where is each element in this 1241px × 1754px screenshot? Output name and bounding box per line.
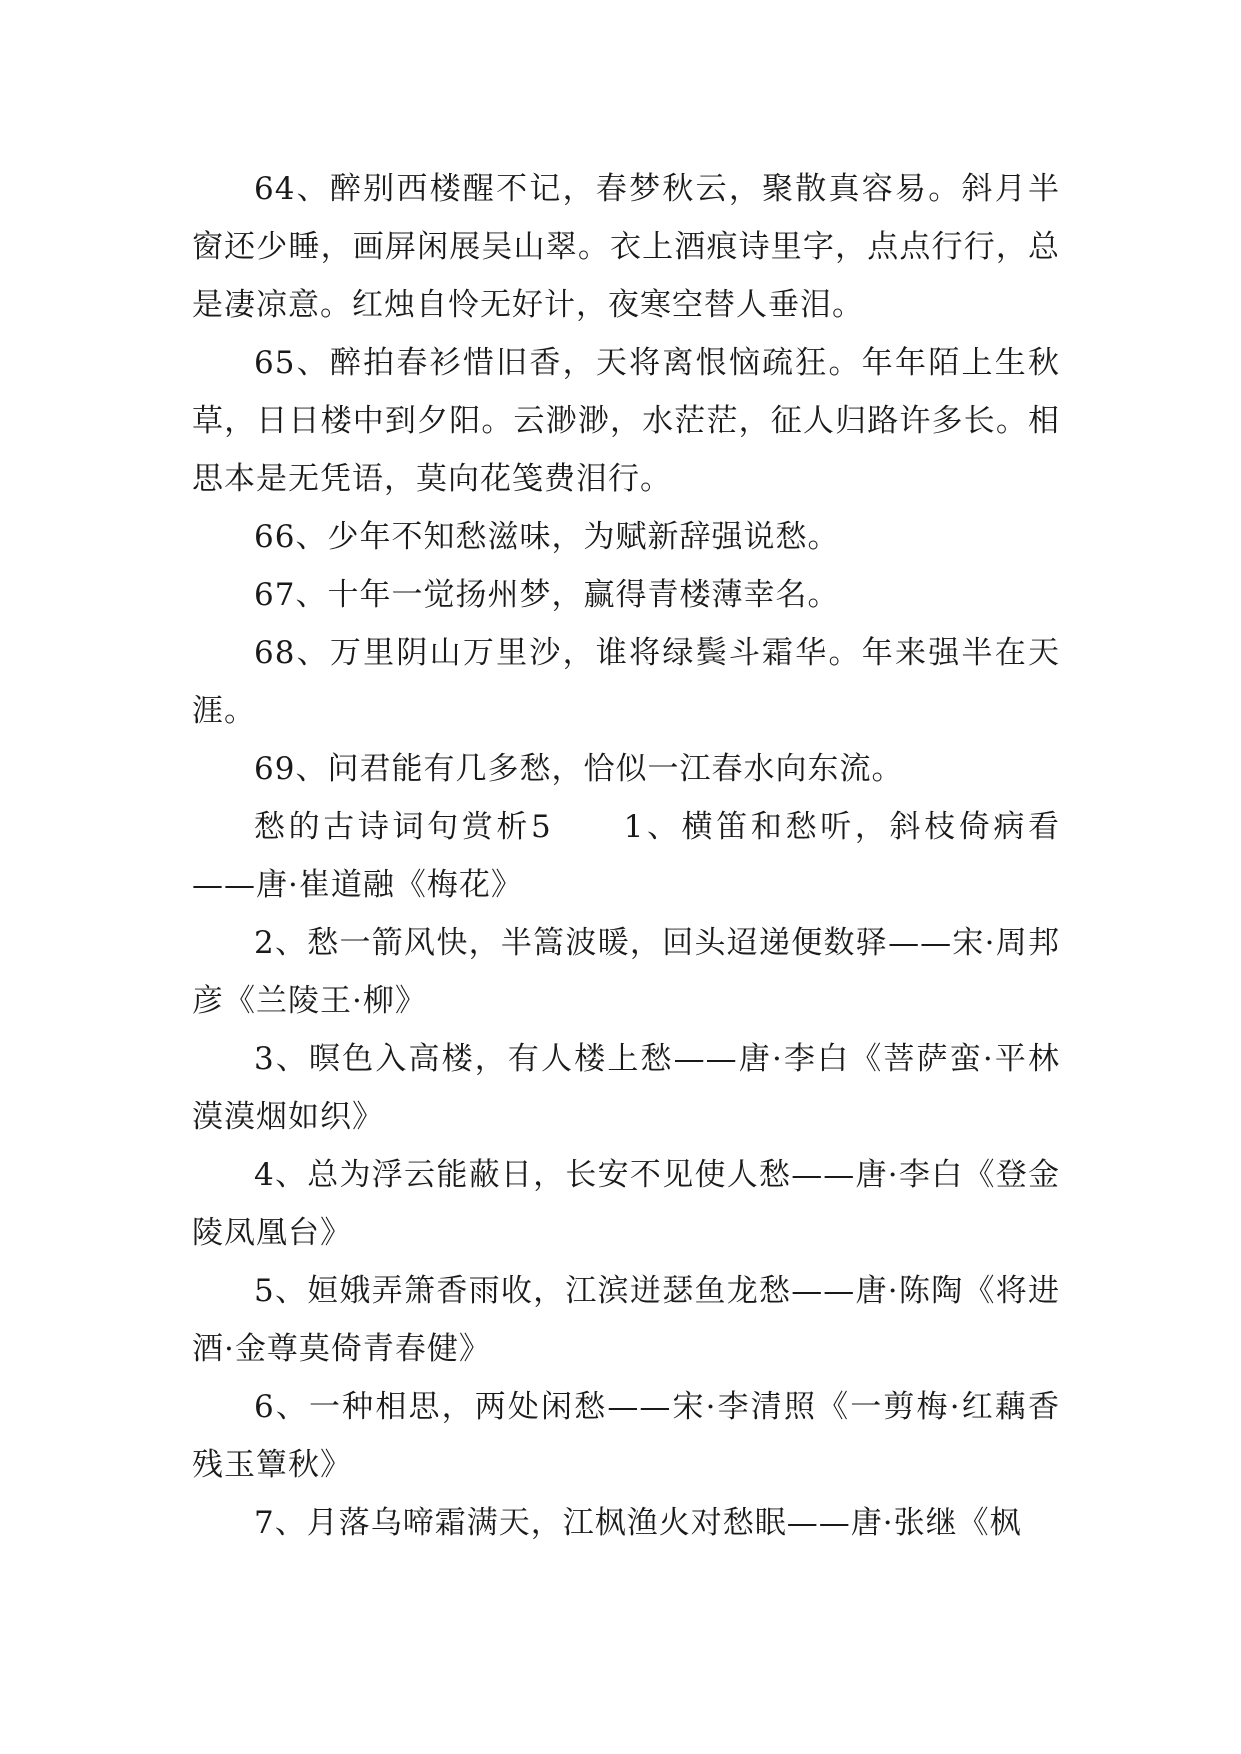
paragraph-66: 66、少年不知愁滋味，为赋新辞强说愁。 [254, 519, 840, 555]
document-body [192, 160, 1060, 1552]
poem-line-2: 2、愁一箭风快，半篙波暖，回头迢递便数驿——宋·周邦彦《兰陵王·柳》 [192, 925, 1060, 1019]
paragraph-67: 67、十年一觉扬州梦，赢得青楼薄幸名。 [254, 577, 840, 613]
poem-line-3: 3、暝色入高楼，有人楼上愁——唐·李白《菩萨蛮·平林漠漠烟如织》 [192, 1041, 1060, 1135]
paragraph-68: 68、万里阴山万里沙，谁将绿鬓斗霜华。年来强半在天涯。 [192, 635, 1060, 729]
paragraph-69: 69、问君能有几多愁，恰似一江春水向东流。 [254, 751, 904, 787]
poem-line-4: 4、总为浮云能蔽日，长安不见使人愁——唐·李白《登金陵凤凰台》 [192, 1157, 1060, 1251]
poem-line-5: 5、姮娥弄箫香雨收，江滨迸瑟鱼龙愁——唐·陈陶《将进酒·金尊莫倚青春健》 [192, 1273, 1060, 1367]
poem-line-6: 6、一种相思，两处闲愁——宋·李清照《一剪梅·红藕香残玉簟秋》 [192, 1389, 1060, 1483]
paragraph-65: 65、醉拍春衫惜旧香，天将离恨恼疏狂。年年陌上生秋草，日日楼中到夕阳。云渺渺，水茫茫，征人归路许多长。相思本是无凭语，莫向花笺费泪行。 [192, 345, 1060, 497]
paragraph-64: 64、醉别西楼醒不记，春梦秋云，聚散真容易。斜月半窗还少睡，画屏闲展吴山翠。衣上酒痕诗里字，点点行行，总是凄凉意。红烛自怜无好计，夜寒空替人垂泪。 [192, 171, 1060, 323]
section-heading-paragraph: 愁的古诗词句赏析5 1、横笛和愁听，斜枝倚病看——唐·崔道融《梅花》 [192, 809, 1060, 903]
poem-line-7: 7、月落乌啼霜满天，江枫渔火对愁眠——唐·张继《枫 [254, 1505, 1022, 1541]
